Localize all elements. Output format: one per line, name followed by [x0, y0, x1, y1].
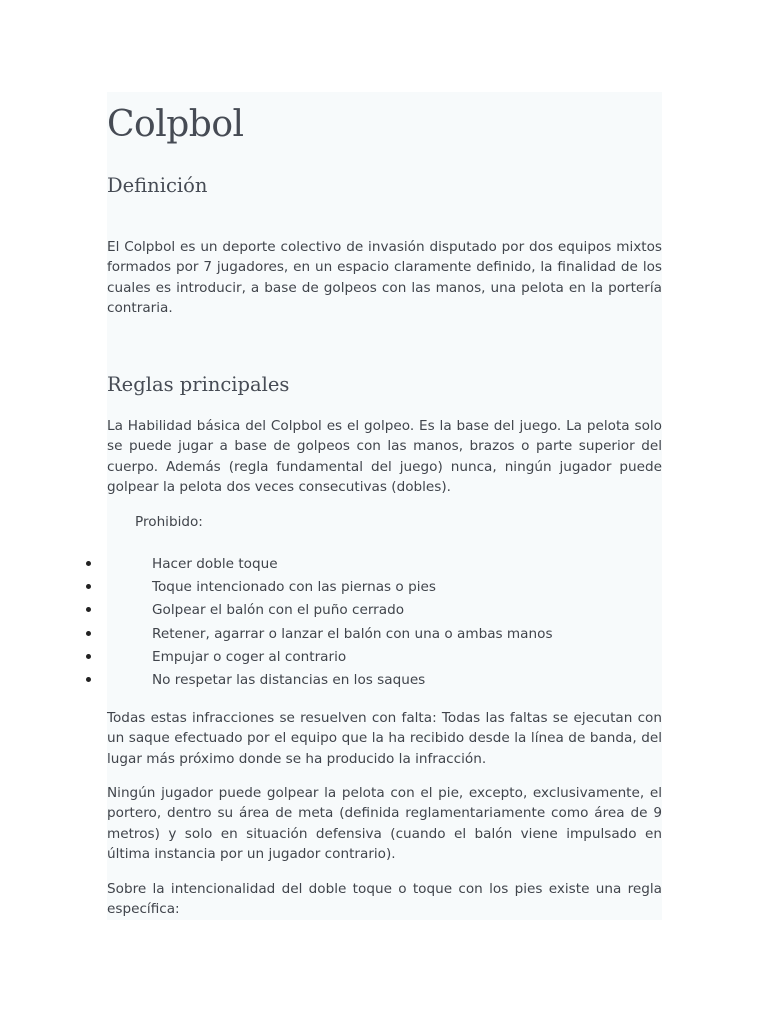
bullet-icon: [86, 584, 91, 589]
bullet-icon: [86, 607, 91, 612]
list-item-text: Toque intencionado con las piernas o pies: [152, 579, 436, 595]
bullet-icon: [86, 631, 91, 636]
prohibited-label: Prohibido:: [135, 514, 203, 530]
list-item: [0, 577, 768, 597]
bullet-icon: [86, 561, 91, 566]
goalkeeper-paragraph: Ningún jugador puede golpear la pelota con el pie, excepto, exclusivamente, el portero, dentro su área de meta (definida reglamentariamente como área de 9 metros) y solo en situación defensiva (cuando el balón viene impulsado en última instancia por un jugador contrario).: [107, 785, 662, 862]
definition-heading: Definición: [107, 174, 208, 197]
list-item-text: Empujar o coger al contrario: [152, 649, 347, 665]
list-item-text: Golpear el balón con el puño cerrado: [152, 602, 405, 618]
rules-heading: Reglas principales: [107, 373, 290, 396]
definition-paragraph: El Colpbol es un deporte colectivo de invasión disputado por dos equipos mixtos formados por 7 jugadores, en un espacio claramente definido, la finalidad de los cuales es introducir, a base de golpeos con las manos, una pelota en la portería contraria.: [107, 239, 662, 316]
rules-intro-paragraph: La Habilidad básica del Colpbol es el golpeo. Es la base del juego. La pelota solo se puede jugar a base de golpeos con las manos, brazos o parte superior del cuerpo. Además (regla fundamental del juego) nunca, ningún jugador puede golpear la pelota dos veces consecutivas (dobles).: [107, 418, 662, 495]
bullet-icon: [86, 677, 91, 682]
list-item-text: Retener, agarrar o lanzar el balón con una o ambas manos: [152, 626, 553, 642]
page-title: Colpbol: [107, 104, 244, 145]
list-item: [0, 647, 768, 667]
bullet-icon: [86, 654, 91, 659]
list-item-text: Hacer doble toque: [152, 556, 278, 572]
list-item: [0, 670, 768, 690]
intentional-touch-paragraph: Sobre la intencionalidad del doble toque o toque con los pies existe una regla específica:: [107, 881, 662, 918]
list-item: [0, 554, 768, 574]
fouls-paragraph: Todas estas infracciones se resuelven con falta: Todas las faltas se ejecutan con un saque efectuado por el equipo que la ha recibido desde la línea de banda, del lugar más próximo donde se ha producido la infracción.: [107, 710, 662, 767]
list-item: [0, 600, 768, 620]
list-item-text: No respetar las distancias en los saques: [152, 672, 426, 688]
list-item: [0, 624, 768, 644]
